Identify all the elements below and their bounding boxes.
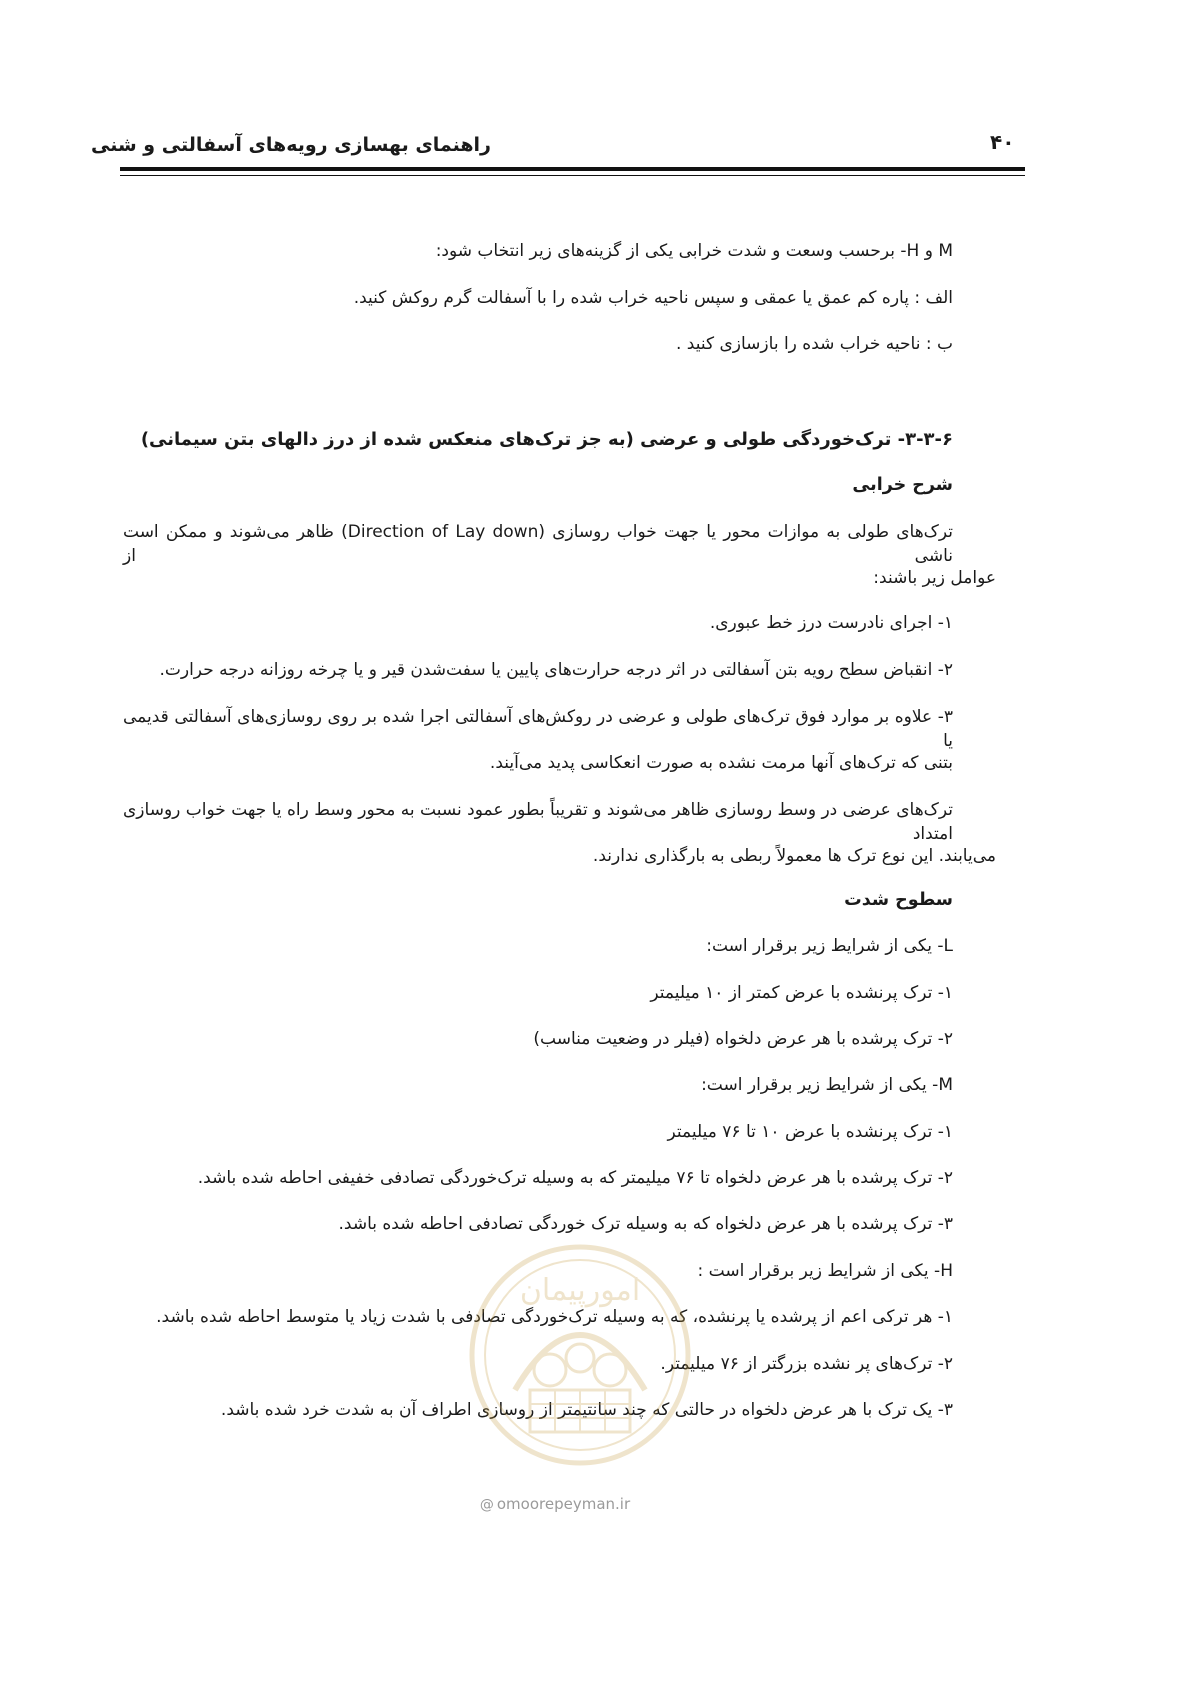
watermark-logo-text: امورپیمان: [519, 1273, 641, 1308]
intro-line: M و H- برحسب وسعت و شدت خرابی یکی از گزینه‌های زیر انتخاب شود:: [435, 241, 953, 261]
description-title: شرح خرابی: [852, 475, 953, 495]
page-number: ۴۰: [990, 130, 1015, 154]
severity-H-item-2: ۲- ترک‌های پر نشده بزرگتر از ۷۶ میلیمتر.: [660, 1354, 953, 1374]
cause-item-3-line-1: ۳- علاوه بر موارد فوق ترک‌های طولی و عرضی در روکش‌های آسفالتی اجرا شده بر روی روسازی‌های آسفالتی قدیمی یا: [123, 707, 953, 751]
severity-M-intro: M- یکی از شرایط زیر برقرار است:: [701, 1075, 953, 1095]
paragraph-2-line-1: ترک‌های عرضی در وسط روسازی ظاهر می‌شوند و تقریباً بطور عمود نسبت به محور وسط راه یا جهت خواب روسازی امتداد: [123, 800, 953, 844]
severity-H-intro: H- یکی از شرایط زیر برقرار است :: [697, 1261, 953, 1281]
severity-M-item-1: ۱- ترک پرنشده با عرض ۱۰ تا ۷۶ میلیمتر: [667, 1122, 953, 1142]
option-a: الف : پاره کم عمق یا عمقی و سپس ناحیه خراب شده را با آسفالت گرم روکش کنید.: [353, 288, 953, 308]
severity-H-item-1: ۱- هر ترکی اعم از پرشده یا پرنشده، که به وسیله ترک‌خوردگی تصادفی با شدت زیاد یا متوسط احاطه شده باشد.: [156, 1307, 953, 1327]
running-header-title: راهنمای بهسازی رویه‌های آسفالتی و شنی: [91, 134, 491, 156]
paragraph-2-line-2: می‌یابند. این نوع ترک ها معمولاً ربطی به بارگذاری ندارند.: [592, 846, 996, 866]
severity-L-item-1: ۱- ترک پرنشده با عرض کمتر از ۱۰ میلیمتر: [650, 983, 953, 1003]
header-rule-thin: [120, 175, 1025, 176]
cause-item-2: ۲- انقباض سطح رویه بتن آسفالتی در اثر درجه حرارت‌های پایین یا سفت‌شدن قیر و یا چرخه روزانه درجه حرارت.: [159, 660, 953, 680]
cause-item-1: ۱- اجرای نادرست درز خط عبوری.: [709, 613, 953, 633]
header-rule-thick: [120, 167, 1025, 171]
option-b: ب : ناحیه خراب شده را بازسازی کنید .: [676, 334, 953, 354]
section-heading: ۳-۳-۶- ترک‌خوردگی طولی و عرضی (به جز ترک‌های منعکس شده از درز دالهای بتن سیمانی): [140, 429, 953, 450]
paragraph-1-line-2: عوامل زیر باشند:: [873, 568, 996, 588]
severity-title: سطوح شدت: [844, 890, 953, 910]
severity-L-item-2: ۲- ترک پرشده با هر عرض دلخواه (فیلر در وضعیت مناسب): [533, 1029, 953, 1049]
severity-L-intro: L- یکی از شرایط زیر برقرار است:: [706, 936, 953, 956]
severity-M-item-3: ۳- ترک پرشده با هر عرض دلخواه که به وسیله ترک خوردگی تصادفی احاطه شده باشد.: [338, 1214, 953, 1234]
severity-M-item-2: ۲- ترک پرشده با هر عرض دلخواه تا ۷۶ میلیمتر که به وسیله ترک‌خوردگی تصادفی خفیفی احاطه شده باشد.: [197, 1168, 953, 1188]
watermark-url: @ omoorepeyman.ir: [479, 1495, 631, 1513]
cause-item-3-line-2: بتنی که ترک‌های آنها مرمت نشده به صورت انعکاسی پدید می‌آیند.: [489, 753, 953, 773]
paragraph-1-line-1: ترک‌های طولی به موازات محور یا جهت خواب روسازی (Direction of Lay down) ظاهر می‌شوند و ممکن است ناشی از: [123, 522, 954, 566]
severity-H-item-3: ۳- یک ترک با هر عرض دلخواه در حالتی که چند سانتیمتر از روسازی اطراف آن به شدت خرد شده باشد.: [220, 1400, 953, 1420]
